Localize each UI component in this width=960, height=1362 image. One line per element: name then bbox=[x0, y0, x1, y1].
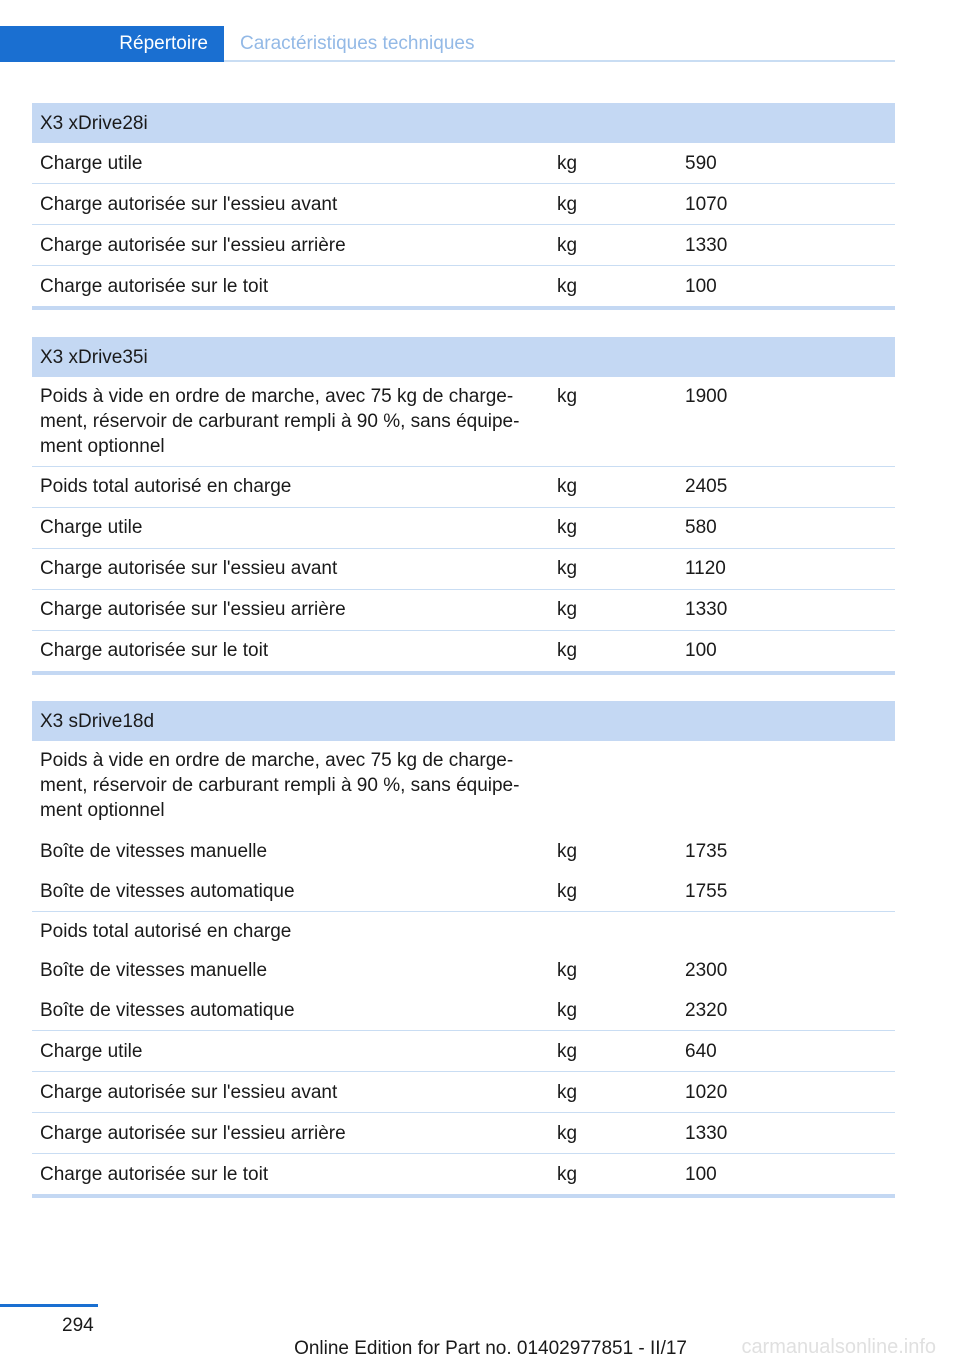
footer-divider bbox=[0, 1304, 98, 1307]
row-unit: kg bbox=[557, 841, 578, 862]
spec-table-xdrive28i bbox=[32, 103, 895, 310]
row-label: Charge autorisée sur le toit bbox=[32, 630, 549, 673]
row-value: 1900 bbox=[677, 377, 895, 466]
spec-table-sdrive18d bbox=[32, 701, 895, 1198]
table-row bbox=[32, 377, 895, 466]
row-label-line: ment optionnel bbox=[40, 436, 165, 457]
row-label: Boîte de vitesses manuelle bbox=[40, 960, 268, 981]
row-unit: kg bbox=[549, 184, 677, 225]
row-unit bbox=[549, 912, 677, 952]
table-row bbox=[32, 990, 895, 1031]
table-header-row bbox=[32, 701, 895, 741]
edition-text: Online Edition for Part no. 01402977851 - II/17 bbox=[294, 1338, 687, 1359]
row-value: 100 bbox=[677, 630, 895, 673]
table-title: X3 sDrive18d bbox=[32, 701, 895, 741]
table-row bbox=[32, 951, 895, 990]
row-unit: kg bbox=[549, 143, 677, 184]
row-value: 590 bbox=[677, 143, 895, 184]
row-label: Charge autorisée sur l'essieu arrière bbox=[32, 225, 549, 266]
row-label-line: ment optionnel bbox=[40, 800, 165, 821]
table-row bbox=[32, 1154, 895, 1197]
row-label: Poids total autorisé en charge bbox=[40, 921, 292, 942]
row-unit bbox=[549, 741, 677, 832]
row-unit: kg bbox=[549, 630, 677, 673]
row-value: 100 bbox=[677, 266, 895, 309]
table-title: X3 xDrive28i bbox=[32, 103, 895, 143]
table-header-row bbox=[32, 337, 895, 377]
row-value: 2300 bbox=[685, 960, 728, 981]
table-row bbox=[32, 630, 895, 673]
row-label: Boîte de vitesses automatique bbox=[32, 871, 549, 912]
row-unit: kg bbox=[549, 466, 677, 507]
row-unit: kg bbox=[549, 266, 677, 309]
row-unit: kg bbox=[549, 990, 677, 1031]
row-label: Charge autorisée sur l'essieu arrière bbox=[32, 1113, 549, 1154]
row-label: Charge autorisée sur l'essieu arrière bbox=[32, 589, 549, 630]
row-unit: kg bbox=[549, 507, 677, 548]
row-value bbox=[677, 741, 895, 832]
row-unit: kg bbox=[549, 548, 677, 589]
row-label: Charge utile bbox=[32, 1031, 549, 1072]
row-unit: kg bbox=[549, 1031, 677, 1072]
row-value: 2320 bbox=[677, 990, 895, 1031]
table-row bbox=[32, 589, 895, 630]
row-label-line: ment, réservoir de carburant rempli à 90 %, sans équipe- bbox=[40, 775, 520, 796]
row-unit: kg bbox=[549, 589, 677, 630]
row-value: 1735 bbox=[685, 841, 728, 862]
row-label-line: Poids à vide en ordre de marche, avec 75 kg de charge- bbox=[40, 750, 514, 771]
row-value: 100 bbox=[677, 1154, 895, 1197]
row-label: Charge autorisée sur l'essieu avant bbox=[32, 548, 549, 589]
row-value: 1330 bbox=[677, 589, 895, 630]
table-row bbox=[32, 832, 895, 871]
row-label: Boîte de vitesses automatique bbox=[32, 990, 549, 1031]
row-value: 1330 bbox=[677, 225, 895, 266]
header-divider bbox=[224, 60, 895, 62]
table-row bbox=[32, 1113, 895, 1154]
row-value: 1330 bbox=[677, 1113, 895, 1154]
row-value: 1120 bbox=[677, 548, 895, 589]
table-row bbox=[32, 1072, 895, 1113]
table-title: X3 xDrive35i bbox=[32, 337, 895, 377]
row-label: Charge autorisée sur le toit bbox=[32, 266, 549, 309]
row-label: Charge autorisée sur l'essieu avant bbox=[32, 184, 549, 225]
row-label bbox=[32, 377, 549, 466]
row-value: 1070 bbox=[677, 184, 895, 225]
row-label: Charge autorisée sur le toit bbox=[32, 1154, 549, 1197]
watermark: carmanualsonline.info bbox=[741, 1336, 936, 1358]
row-value: 1755 bbox=[677, 871, 895, 912]
row-label bbox=[32, 741, 549, 832]
row-value: 640 bbox=[677, 1031, 895, 1072]
row-value: 2405 bbox=[677, 466, 895, 507]
table-row bbox=[32, 143, 895, 184]
table-row bbox=[32, 548, 895, 589]
page-number: 294 bbox=[62, 1315, 94, 1336]
tab-repertoire[interactable]: Répertoire bbox=[0, 26, 224, 62]
table-row bbox=[32, 466, 895, 507]
table-row bbox=[32, 225, 895, 266]
table-row bbox=[32, 871, 895, 912]
table-row bbox=[32, 741, 895, 832]
table-row bbox=[32, 507, 895, 548]
table-row bbox=[32, 266, 895, 309]
row-label: Charge utile bbox=[32, 507, 549, 548]
row-label: Charge autorisée sur l'essieu avant bbox=[32, 1072, 549, 1113]
row-label-line: ment, réservoir de carburant rempli à 90 %, sans équipe- bbox=[40, 411, 520, 432]
page-header bbox=[0, 26, 895, 62]
row-value bbox=[677, 912, 895, 952]
row-label: Poids total autorisé en charge bbox=[32, 466, 549, 507]
row-label: Charge utile bbox=[32, 143, 549, 184]
row-unit: kg bbox=[549, 871, 677, 912]
row-unit: kg bbox=[549, 1154, 677, 1197]
row-value: 1020 bbox=[677, 1072, 895, 1113]
row-label: Boîte de vitesses manuelle bbox=[40, 841, 268, 862]
row-unit: kg bbox=[549, 225, 677, 266]
table-row bbox=[32, 912, 895, 952]
row-unit: kg bbox=[549, 1072, 677, 1113]
row-value: 580 bbox=[677, 507, 895, 548]
table-header-row bbox=[32, 103, 895, 143]
table-row bbox=[32, 184, 895, 225]
tab-caracteristiques-techniques[interactable]: Caractéristiques techniques bbox=[240, 33, 475, 54]
row-unit: kg bbox=[557, 960, 578, 981]
row-unit: kg bbox=[549, 1113, 677, 1154]
table-row bbox=[32, 1031, 895, 1072]
row-unit: kg bbox=[549, 377, 677, 466]
spec-table-xdrive35i bbox=[32, 337, 895, 675]
row-label-line: Poids à vide en ordre de marche, avec 75 kg de charge- bbox=[40, 386, 514, 407]
